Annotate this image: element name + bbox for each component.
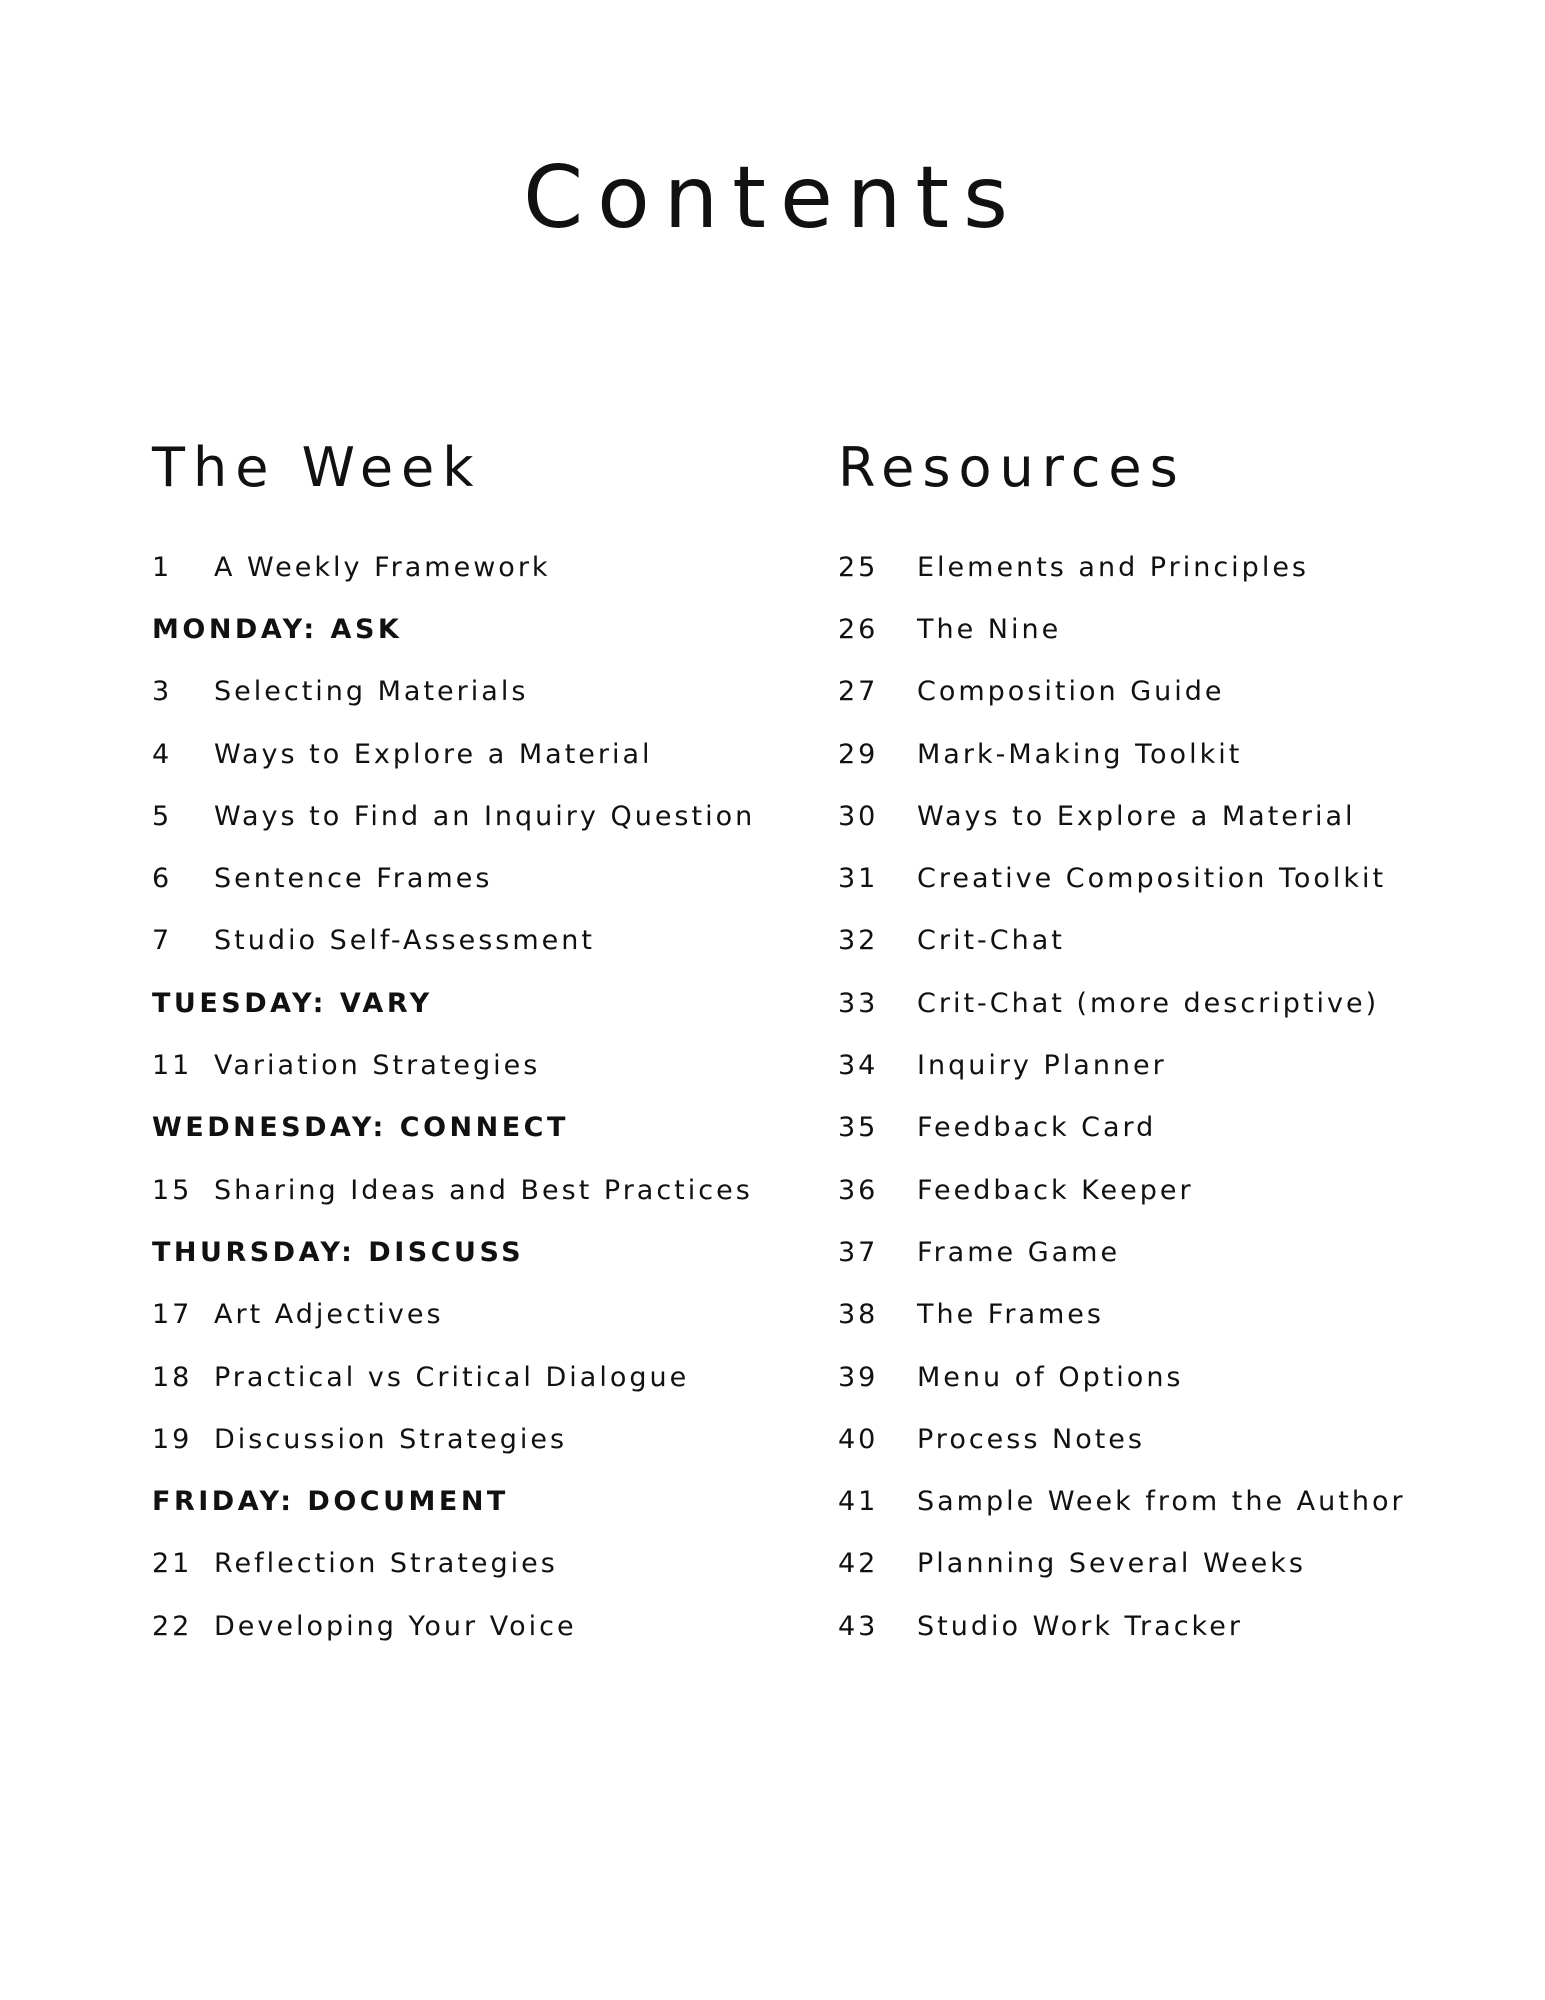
contents-entry[interactable] bbox=[838, 1221, 1498, 1283]
page-number: 30 bbox=[838, 800, 879, 832]
page-number: 1 bbox=[152, 551, 173, 583]
contents-entry[interactable] bbox=[838, 1159, 1498, 1221]
entry-title: Art Adjectives bbox=[214, 1299, 444, 1331]
entry-title: Studio Self-Assessment bbox=[214, 925, 595, 957]
contents-entry[interactable] bbox=[838, 1097, 1498, 1159]
entry-title: A Weekly Framework bbox=[214, 551, 551, 583]
entry-title: Crit-Chat (more descriptive) bbox=[917, 987, 1380, 1019]
contents-entry[interactable] bbox=[152, 1159, 792, 1221]
contents-entry[interactable] bbox=[838, 1533, 1498, 1595]
page-number: 36 bbox=[838, 1174, 879, 1206]
entry-title: Creative Composition Toolkit bbox=[917, 863, 1387, 895]
entry-title: The Nine bbox=[917, 613, 1062, 645]
entry-title: Selecting Materials bbox=[214, 676, 529, 708]
page-number: 29 bbox=[838, 738, 879, 770]
page-number: 17 bbox=[152, 1299, 193, 1331]
contents-entry[interactable] bbox=[838, 723, 1498, 785]
contents-entry[interactable] bbox=[152, 723, 792, 785]
page-number: 3 bbox=[152, 676, 173, 708]
the-week-heading: The Week bbox=[152, 436, 482, 499]
page-number: 41 bbox=[838, 1486, 879, 1518]
resources-column bbox=[838, 436, 1498, 1657]
page-number: 19 bbox=[152, 1423, 193, 1455]
page-number: 6 bbox=[152, 863, 173, 895]
page-number: 21 bbox=[152, 1548, 193, 1580]
entry-title: Planning Several Weeks bbox=[917, 1548, 1306, 1580]
contents-entry[interactable] bbox=[838, 1595, 1498, 1657]
entry-title: Menu of Options bbox=[917, 1361, 1184, 1393]
page-number: 43 bbox=[838, 1610, 879, 1642]
resources-list bbox=[838, 536, 1498, 1657]
page-number: 42 bbox=[838, 1548, 879, 1580]
entry-title: Inquiry Planner bbox=[917, 1050, 1167, 1082]
contents-entry[interactable] bbox=[152, 847, 792, 909]
entry-title: Sharing Ideas and Best Practices bbox=[214, 1174, 753, 1206]
contents-entry[interactable] bbox=[838, 1346, 1498, 1408]
page-number: 33 bbox=[838, 987, 879, 1019]
page-number: 18 bbox=[152, 1361, 193, 1393]
entry-title: Practical vs Critical Dialogue bbox=[214, 1361, 690, 1393]
page-number: 22 bbox=[152, 1610, 193, 1642]
page-title: Contents bbox=[523, 148, 1022, 248]
contents-entry[interactable] bbox=[838, 1408, 1498, 1470]
entry-title: Ways to Explore a Material bbox=[917, 800, 1356, 832]
section-heading[interactable]: WEDNESDAY: CONNECT bbox=[152, 1112, 569, 1144]
contents-entry[interactable] bbox=[838, 1470, 1498, 1532]
entry-title: Developing Your Voice bbox=[214, 1610, 577, 1642]
page-number: 5 bbox=[152, 800, 173, 832]
page-number: 34 bbox=[838, 1050, 879, 1082]
resources-heading: Resources bbox=[838, 436, 1186, 499]
contents-entry[interactable] bbox=[152, 661, 792, 723]
contents-entry[interactable] bbox=[152, 1346, 792, 1408]
section-heading[interactable]: FRIDAY: DOCUMENT bbox=[152, 1486, 509, 1518]
entry-title: Feedback Card bbox=[917, 1112, 1157, 1144]
contents-entry[interactable] bbox=[838, 661, 1498, 723]
contents-entry[interactable] bbox=[152, 536, 792, 598]
entry-title: Process Notes bbox=[917, 1423, 1145, 1455]
contents-entry[interactable] bbox=[152, 910, 792, 972]
contents-entry[interactable] bbox=[838, 1034, 1498, 1096]
section-heading[interactable]: TUESDAY: VARY bbox=[152, 987, 433, 1019]
page-number: 4 bbox=[152, 738, 173, 770]
page-number: 26 bbox=[838, 613, 879, 645]
page-number: 32 bbox=[838, 925, 879, 957]
entry-title: Reflection Strategies bbox=[214, 1548, 558, 1580]
entry-title: Mark-Making Toolkit bbox=[917, 738, 1243, 770]
contents-entry[interactable] bbox=[838, 972, 1498, 1034]
contents-entry[interactable] bbox=[838, 910, 1498, 972]
contents-entry[interactable] bbox=[838, 598, 1498, 660]
entry-title: Studio Work Tracker bbox=[917, 1610, 1243, 1642]
entry-title: Frame Game bbox=[917, 1236, 1121, 1268]
entry-title: Ways to Explore a Material bbox=[214, 738, 653, 770]
section-heading[interactable]: MONDAY: ASK bbox=[152, 613, 403, 645]
page-number: 38 bbox=[838, 1299, 879, 1331]
contents-entry[interactable] bbox=[152, 1408, 792, 1470]
contents-entry[interactable] bbox=[152, 1284, 792, 1346]
page-number: 37 bbox=[838, 1236, 879, 1268]
page-number: 15 bbox=[152, 1174, 193, 1206]
entry-title: The Frames bbox=[917, 1299, 1104, 1331]
contents-entry[interactable] bbox=[152, 1595, 792, 1657]
contents-entry[interactable] bbox=[152, 785, 792, 847]
page-number: 40 bbox=[838, 1423, 879, 1455]
page-number: 7 bbox=[152, 925, 173, 957]
page-number: 31 bbox=[838, 863, 879, 895]
entry-title: Discussion Strategies bbox=[214, 1423, 568, 1455]
entry-title: Elements and Principles bbox=[917, 551, 1309, 583]
entry-title: Crit-Chat bbox=[917, 925, 1065, 957]
entry-title: Sample Week from the Author bbox=[917, 1486, 1406, 1518]
page-number: 39 bbox=[838, 1361, 879, 1393]
contents-entry[interactable] bbox=[152, 1034, 792, 1096]
entry-title: Feedback Keeper bbox=[917, 1174, 1194, 1206]
contents-entry[interactable] bbox=[838, 1284, 1498, 1346]
entry-title: Ways to Find an Inquiry Question bbox=[214, 800, 756, 832]
page-number: 35 bbox=[838, 1112, 879, 1144]
page-number: 11 bbox=[152, 1050, 193, 1082]
the-week-column bbox=[152, 436, 792, 1657]
section-heading[interactable]: THURSDAY: DISCUSS bbox=[152, 1236, 525, 1268]
page-number: 25 bbox=[838, 551, 879, 583]
entry-title: Composition Guide bbox=[917, 676, 1225, 708]
contents-entry[interactable] bbox=[152, 1533, 792, 1595]
contents-entry[interactable] bbox=[838, 536, 1498, 598]
page-number: 27 bbox=[838, 676, 879, 708]
contents-entry[interactable] bbox=[838, 847, 1498, 909]
contents-entry[interactable] bbox=[838, 785, 1498, 847]
entry-title: Sentence Frames bbox=[214, 863, 493, 895]
entry-title: Variation Strategies bbox=[214, 1050, 541, 1082]
the-week-list bbox=[152, 536, 792, 1657]
